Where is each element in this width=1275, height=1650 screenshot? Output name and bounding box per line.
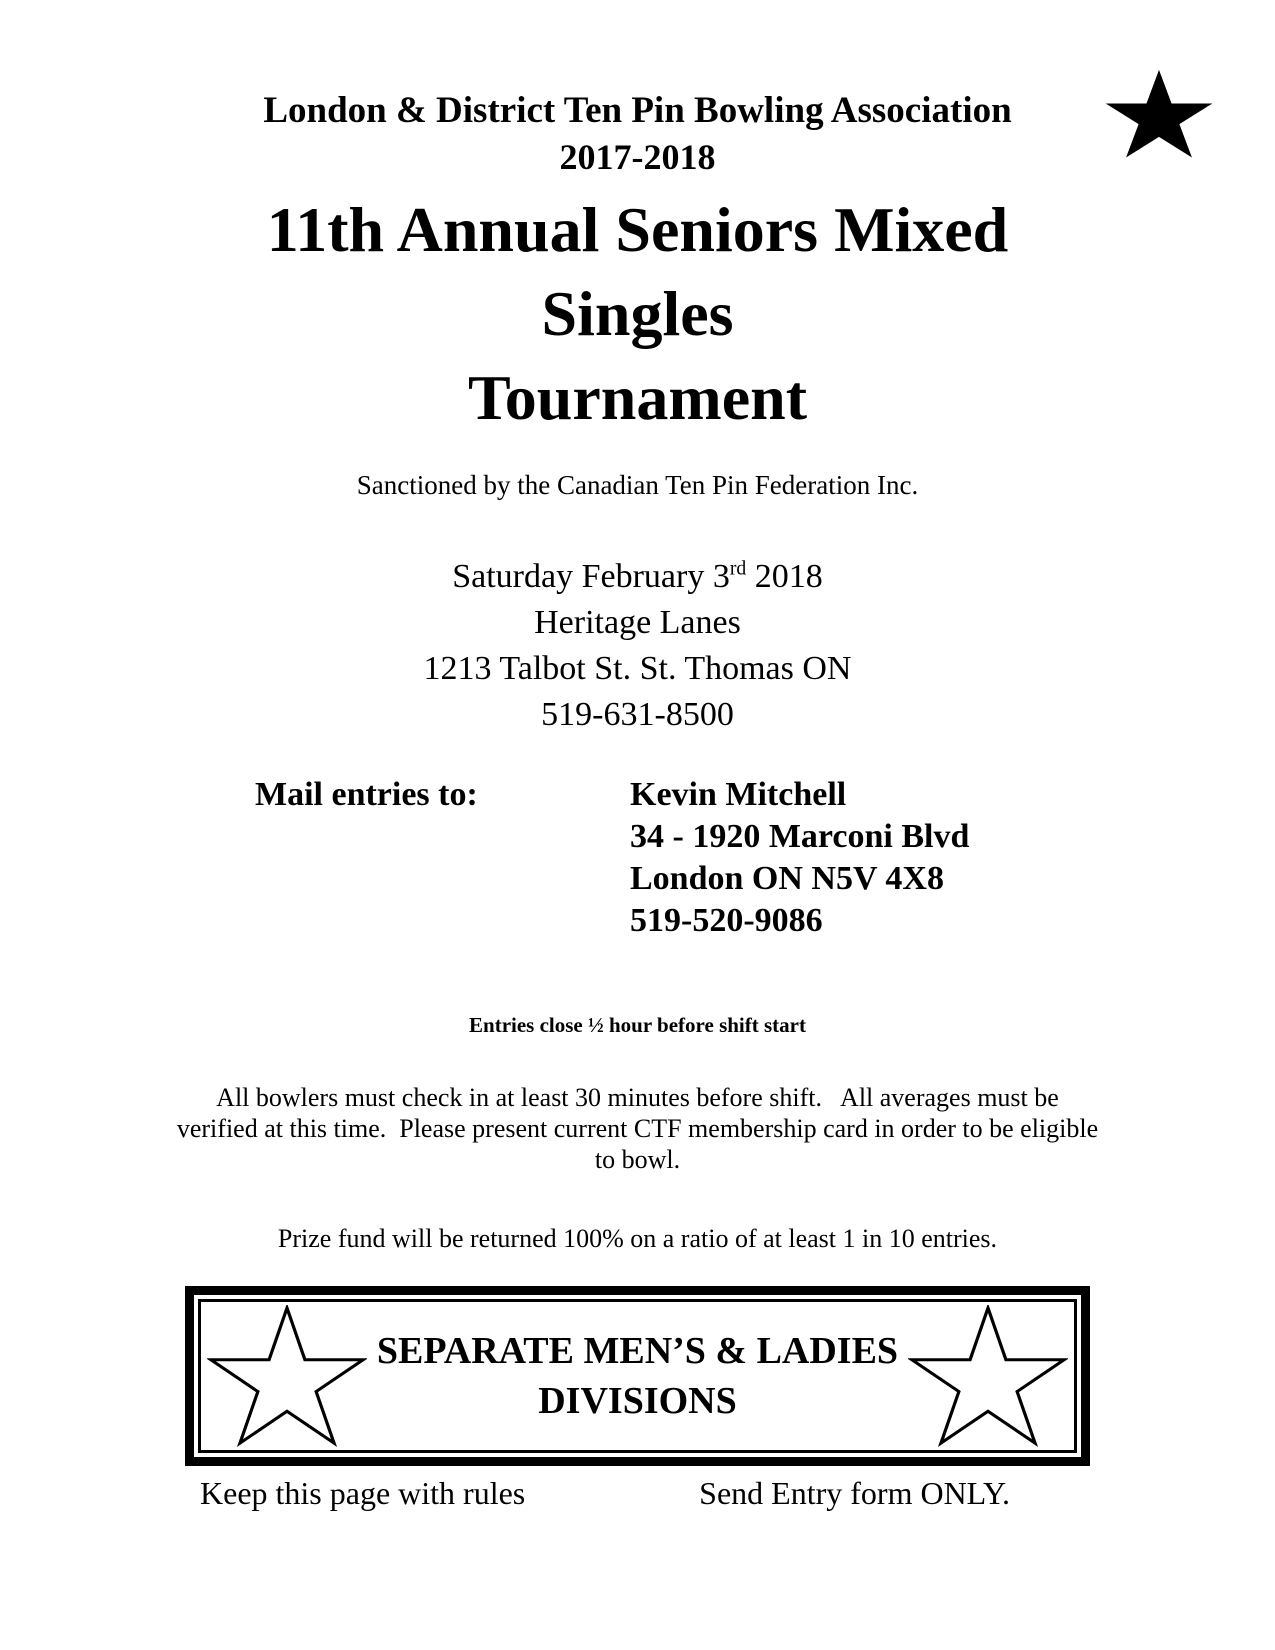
tournament-title-line2: Singles [541,278,734,349]
checkin-paragraph [0,1082,1275,1175]
entries-close-note: Entries close ½ hour before shift start [469,1013,806,1037]
outline-star-icon-right [908,1305,1068,1447]
recipient-phone: 519-520-9086 [630,902,823,939]
divisions-banner-inner [198,1299,1077,1453]
recipient-name: Kevin Mitchell [630,776,847,813]
venue-phone: 519-631-8500 [541,696,734,733]
event-date-ordinal: rd [729,557,747,580]
outline-star-icon-left [207,1305,367,1447]
divisions-text [367,1326,908,1426]
divisions-banner [185,1286,1090,1466]
event-date-prefix: Saturday February 3 [452,558,730,595]
footer-right-note: Send Entry form ONLY. [699,1475,1010,1511]
solid-star-icon [1103,68,1215,160]
association-name: London & District Ten Pin Bowling Association [263,90,1012,131]
divisions-text-line2: DIVISIONS [538,1380,737,1422]
prize-fund-note: Prize fund will be returned 100% on a ratio of at least 1 in 10 entries. [277,1224,998,1253]
mail-entries-section [0,774,1275,942]
mail-address-block [630,774,969,942]
recipient-city: London ON N5V 4X8 [630,860,944,897]
checkin-line3: to bowl. [594,1145,681,1174]
recipient-street: 34 - 1920 Marconi Blvd [630,818,970,855]
mail-entries-label: Mail entries to: [255,776,478,813]
event-details [0,554,1275,738]
tournament-title-line3: Tournament [467,362,808,433]
footer-left-note: Keep this page with rules [200,1475,526,1511]
event-date [0,554,1275,600]
divisions-text-line1: SEPARATE MEN’S & LADIES [376,1330,899,1372]
venue-address: 1213 Talbot St. St. Thomas ON [423,650,852,687]
tournament-title-line1: 11th Annual Seniors Mixed [266,194,1009,265]
checkin-line1: All bowlers must check in at least 30 minutes before shift. All averages must be [216,1083,1059,1112]
venue-name: Heritage Lanes [534,604,741,641]
season: 2017-2018 [559,137,716,177]
event-date-year: 2018 [746,558,823,595]
sanction-note: Sanctioned by the Canadian Ten Pin Federation Inc. [356,470,919,500]
footer-instructions [0,1472,1275,1514]
tournament-title [0,188,1275,440]
checkin-line2: verified at this time. Please present current CTF membership card in order to be eligible [176,1114,1099,1143]
